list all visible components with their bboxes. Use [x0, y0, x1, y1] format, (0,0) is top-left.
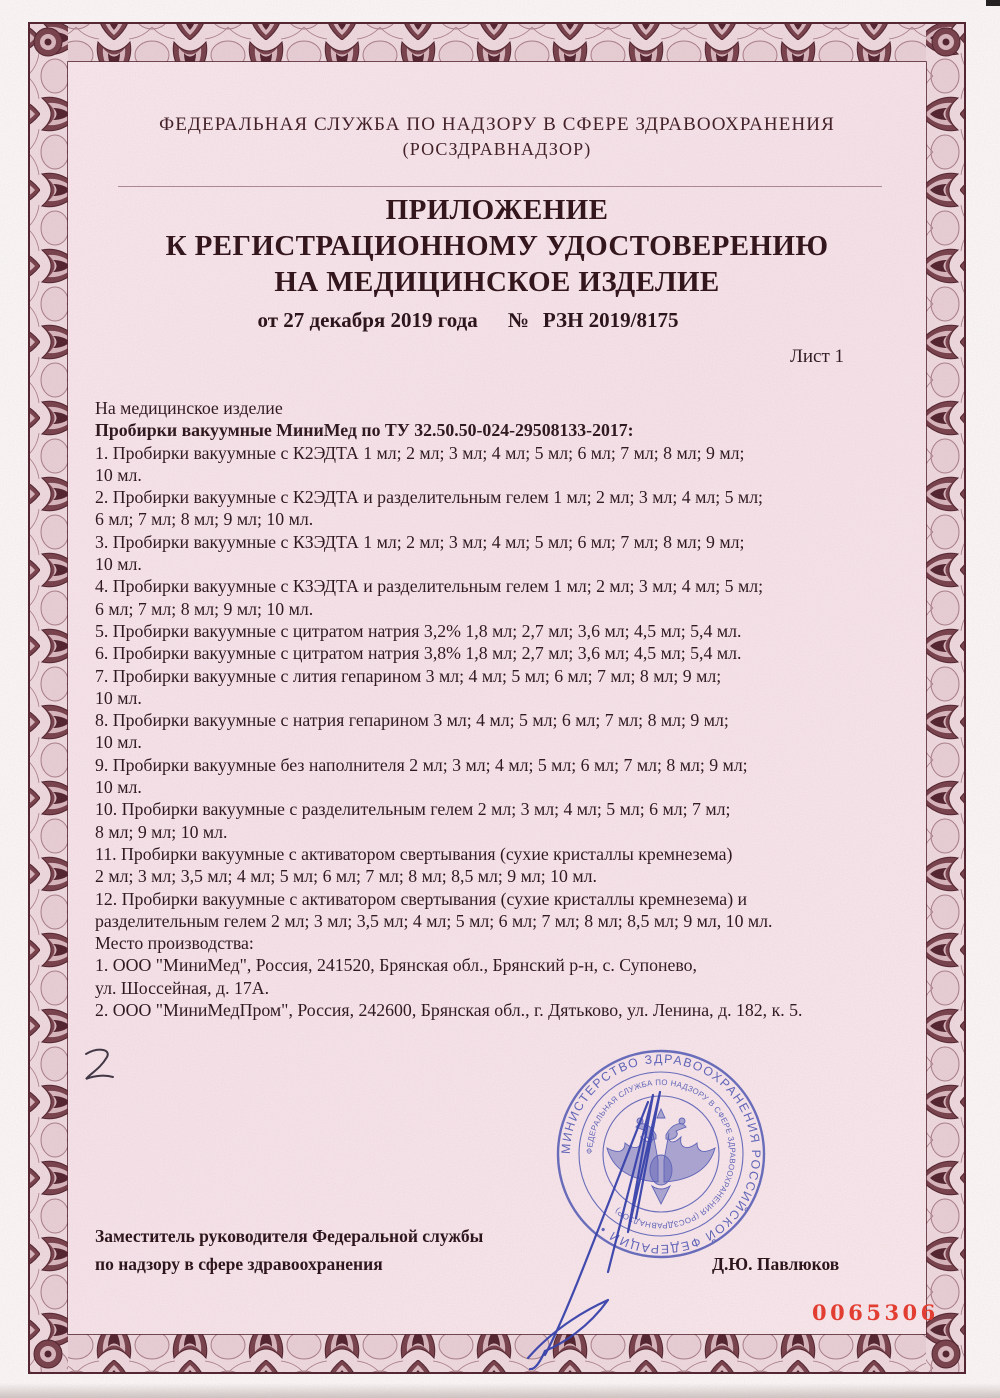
header-divider: [118, 186, 882, 187]
body-line: 8 мл; 9 мл; 10 мл.: [95, 821, 228, 842]
sheet-label: Лист 1: [789, 346, 844, 367]
serial-number: 0065306: [812, 1300, 939, 1325]
body-line: 2. ООО "МиниМедПром", Россия, 242600, Брянская обл., г. Дятьково, ул. Ленина, д. 182, к. 5.: [95, 1000, 803, 1021]
body-line: 4. Пробирки вакуумные с КЗЭДТА и разделительным гелем 1 мл; 2 мл; 3 мл; 4 мл; 5 мл;: [95, 576, 764, 597]
body-line: 6 мл; 7 мл; 8 мл; 9 мл; 10 мл.: [95, 509, 314, 530]
body-line: Место производства:: [95, 933, 254, 954]
device-list: [95, 397, 911, 1021]
body-line: 10 мл.: [95, 464, 142, 485]
document-title-line1: ПРИЛОЖЕНИЕ: [385, 194, 609, 226]
issue-line: [39, 308, 897, 333]
body-line: 9. Пробирки вакуумные без наполнителя 2 мл; 3 мл; 4 мл; 5 мл; 6 мл; 7 мл; 8 мл; 9 мл;: [95, 754, 748, 775]
agency-short-name: (РОСЗДРАВНАДЗОР): [402, 139, 592, 159]
body-line: 8. Пробирки вакуумные с натрия гепарином 3 мл; 4 мл; 5 мл; 6 мл; 7 мл; 8 мл; 9 мл;: [95, 710, 729, 731]
signer-position-line2: по надзору в сфере здравоохранения: [95, 1254, 383, 1274]
body-line: 2. Пробирки вакуумные с К2ЭДТА и разделительным гелем 1 мл; 2 мл; 3 мл; 4 мл; 5 мл;: [95, 487, 764, 508]
number-sign: №: [507, 308, 529, 332]
body-line: 7. Пробирки вакуумные с лития гепарином 3 мл; 4 мл; 5 мл; 6 мл; 7 мл; 8 мл; 9 мл;: [95, 665, 722, 686]
body-line: 12. Пробирки вакуумные с активатором свертывания (сухие кристаллы кремнезема) и: [95, 888, 748, 909]
document-title-line2: К РЕГИСТРАЦИОННОМУ УДОСТОВЕРЕНИЮ: [165, 230, 829, 262]
body-line: Пробирки вакуумные МиниМед по ТУ 32.50.50-024-29508133-2017:: [95, 420, 634, 441]
signer-position-line1: Заместитель руководителя Федеральной службы: [95, 1226, 484, 1246]
body-line: 10 мл.: [95, 732, 142, 753]
stamp-outer-text: МИНИСТЕРСТВО ЗДРАВООХРАНЕНИЯ РОССИЙСКОЙ ФЕДЕРАЦИИ •: [558, 1051, 764, 1257]
body-line: 1. Пробирки вакуумные с К2ЭДТА 1 мл; 2 мл; 3 мл; 4 мл; 5 мл; 6 мл; 7 мл; 8 мл; 9 мл;: [95, 442, 745, 463]
body-line: ул. Шоссейная, д. 17А.: [95, 977, 270, 998]
body-line: На медицинское изделие: [95, 398, 283, 418]
issue-date: от 27 декабря 2019 года: [257, 308, 478, 332]
body-line: 6. Пробирки вакуумные с цитратом натрия 3,8% 1,8 мл; 2,7 мл; 3,6 мл; 4,5 мл; 5,4 мл.: [95, 643, 742, 664]
body-line: 3. Пробирки вакуумные с КЗЭДТА 1 мл; 2 мл; 3 мл; 4 мл; 5 мл; 6 мл; 7 мл; 8 мл; 9 мл;: [95, 531, 745, 552]
stamp-inner-text: ФЕДЕРАЛЬНАЯ СЛУЖБА ПО НАДЗОРУ В СФЕРЕ ЗДРАВООХРАНЕНИЯ (РОСЗДРАВНАДЗОР): [584, 1077, 738, 1231]
body-line: разделительным гелем 2 мл; 3 мл; 3,5 мл; 4 мл; 5 мл; 6 мл; 7 мл; 8 мл; 8,5 мл; 9 мл, 10 мл.: [95, 910, 773, 931]
body-line: 5. Пробирки вакуумные с цитратом натрия 3,2% 1,8 мл; 2,7 мл; 3,6 мл; 4,5 мл; 5,4 мл.: [95, 620, 742, 641]
body-line: 11. Пробирки вакуумные с активатором свертывания (сухие кристаллы кремнезема): [95, 843, 733, 864]
body-line: 10 мл.: [95, 554, 142, 575]
document-title-line3: НА МЕДИЦИНСКОЕ ИЗДЕЛИЕ: [274, 266, 720, 298]
signer-name: Д.Ю. Павлюков: [712, 1254, 840, 1274]
body-line: 10 мл.: [95, 777, 142, 798]
registration-number: РЗН 2019/8175: [542, 308, 679, 332]
body-line: 10. Пробирки вакуумные с разделительным гелем 2 мл; 3 мл; 4 мл; 5 мл; 6 мл; 7 мл;: [95, 799, 731, 820]
agency-name: ФЕДЕРАЛЬНАЯ СЛУЖБА ПО НАДЗОРУ В СФЕРЕ ЗДРАВООХРАНЕНИЯ: [159, 114, 835, 135]
body-line: 6 мл; 7 мл; 8 мл; 9 мл; 10 мл.: [95, 598, 314, 619]
body-line: 10 мл.: [95, 687, 142, 708]
body-line: 2 мл; 3 мл; 3,5 мл; 4 мл; 5 мл; 6 мл; 7 мл; 8 мл; 8,5 мл; 9 мл; 10 мл.: [95, 866, 597, 887]
body-line: 1. ООО "МиниМед", Россия, 241520, Брянская обл., Брянский р-н, с. Супонево,: [95, 955, 697, 976]
